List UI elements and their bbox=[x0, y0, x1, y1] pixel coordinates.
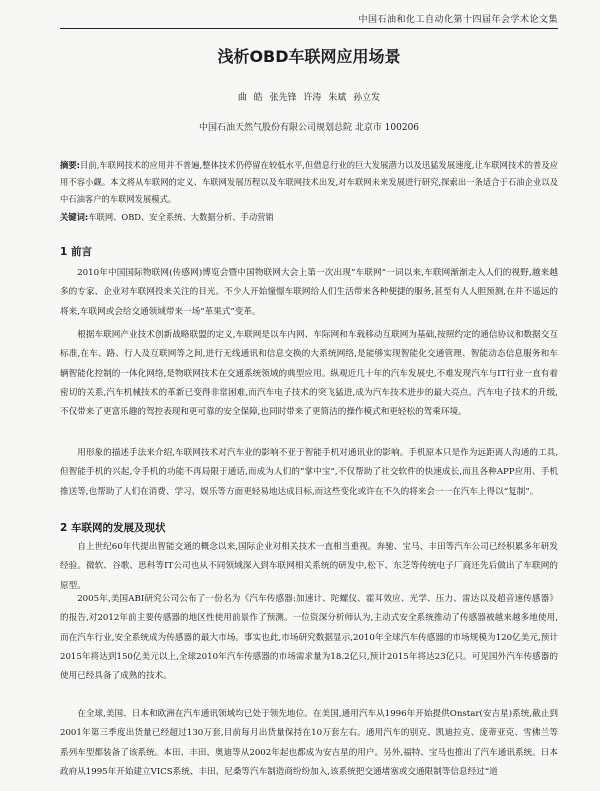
author-list: 曲 皓 张先锋 许涛 朱斌 孙立发 bbox=[237, 93, 381, 103]
keywords-label: 关键词: bbox=[60, 212, 89, 222]
abstract bbox=[60, 157, 558, 208]
paragraph: 自上世纪60年代提出智能交通的概念以来,国际企业对相关技术一直相当重视。奔驰、宝马、丰田等汽车公司已经积累多年研发经验。微软、谷歌、思科等IT公司也从不同领域深入到车联网相关系统的研发中,松下、东芝等传统电子厂商还先后做出了车联网的原型。 bbox=[60, 542, 558, 591]
paragraph: 用形象的描述手法来介绍,车联网技术对汽车业的影响不亚于智能手机对通讯业的影响。手机原本只是作为远距离人沟通的工具,但智能手机的兴起,令手机的功能不再局限于通话,而成为人们的“掌中宝”,不仅帮助了社交软件的快速成长,而且各种APP应用、手机推送等,也帮助了人们在消费、学习、娱乐等方面更轻易地达成目标,而这些变化或许在不久的将来会一一在汽车上得以“复制”。 bbox=[60, 448, 558, 497]
abstract-label: 摘要: bbox=[60, 160, 81, 170]
affiliation: 中国石油天然气股份有限公司规划总院 北京市 100206 bbox=[198, 123, 420, 133]
paper-title: 浅析OBD车联网应用场景 bbox=[217, 47, 401, 66]
paragraph: 2005年,美国ABI研究公司公布了一份名为《汽车传感器:加速计、陀螺仪、霍耳效应、光学、压力、雷达以及超音速传感器》的报告,对2012年前主要传感器的地区性使用前景作了预测。一位资深分析师认为,主动式安全系统推动了传感器被越来越多地使用,而在汽车行业,安全系统成为传感器的最大市场。事实也此,市场研究数据显示,2010年全球汽车传感器的市场规模为120亿美元,预计2015年将达到150亿美元以上,全球2010年汽车传感器的市场需求量为18.2亿只,预计2015年将达23亿只。可见国外汽车传感器的使用已经具备了成熟的技术。 bbox=[60, 594, 558, 682]
header-rule bbox=[60, 28, 558, 29]
running-header: 中国石油和化工自动化第十四届年会学术论文集 bbox=[358, 15, 558, 25]
abstract-text: 目前,车联网技术的应用并不普遍,整体技术仍停留在较低水平,但借息行业的巨大发展潜力以及迅猛发展速度,让车联网技术的普及应用不容小觑。本文将从车联网的定义、车联网发展历程以及车联网技术出发,对车联网未来发展进行研究,探索出一条适合于石油企业以及中石油客户的车联网发展模式。 bbox=[60, 160, 558, 204]
keywords-text: 车联网、OBD、安全系统、大数据分析、手动营销 bbox=[88, 212, 274, 222]
section-heading-intro: 1 前言 bbox=[60, 246, 92, 258]
paragraph: 根据车联网产业技术创新战略联盟的定义,车联网是以车内网、车际网和车载移动互联网为基础,按照约定的通信协议和数据交互标准,在车、路、行人及互联网等之间,进行无线通讯和信息交换的大系统网络,是能够实现智能化交通管理、智能动态信息服务和车辆智能化控制的一体化网络,是物联网技术在交通系统领域的典型应用。纵观近几十年的汽车发展史,不难发现汽车与IT行业一直有着密切的关系,汽车机械技术的革新已变得非常困难,而汽车电子技术的突飞猛进,成为汽车技术进步的最大亮点。汽车电子技术的升级,不仅带来了更富乐趣的驾控表现和更可靠的安全保障,也同时带来了更简洁的操作模式和更轻松的驾乘环境。 bbox=[60, 330, 558, 418]
keywords bbox=[60, 211, 558, 223]
section-heading-history: 2 车联网的发展及现状 bbox=[60, 522, 166, 534]
paragraph: 2010年中国国际物联网(传感网)博览会暨中国物联网大会上第一次出现“车联网”一词以来,车联网渐渐走入人们的视野,越来越多的专家、企业对车联网投来关注的目光。不少人开始憧憬车联网给人们生活带来各种便捷的服务,甚至有人人胆预测,在并不遥远的将来,车联网或会给交通领域带来一场“革果式”变革。 bbox=[60, 268, 558, 317]
paragraph: 在全球,美国、日本和欧洲在汽车通讯领域均已处于领先地位。在美国,通用汽车从1996年开始提供Onstar(安吉星)系统,截止到2001年第三季度出货量已经超过130万套,目前每月出货量保持在10万套左右。通用汽车的别克、凯迪拉克、庞蒂亚克、雪佛兰等系列车型都装备了该系统。本田、丰田、奥迪等从2002年起也都成为安吉星的用户。另外,福特、宝马也推出了汽车通讯系统。日本政府从1995年开始建立VICS系统、丰田、尼桑等汽车制造商纷纷加入,该系统把交通堵塞或交通限制等信息经过“道 bbox=[60, 709, 558, 777]
